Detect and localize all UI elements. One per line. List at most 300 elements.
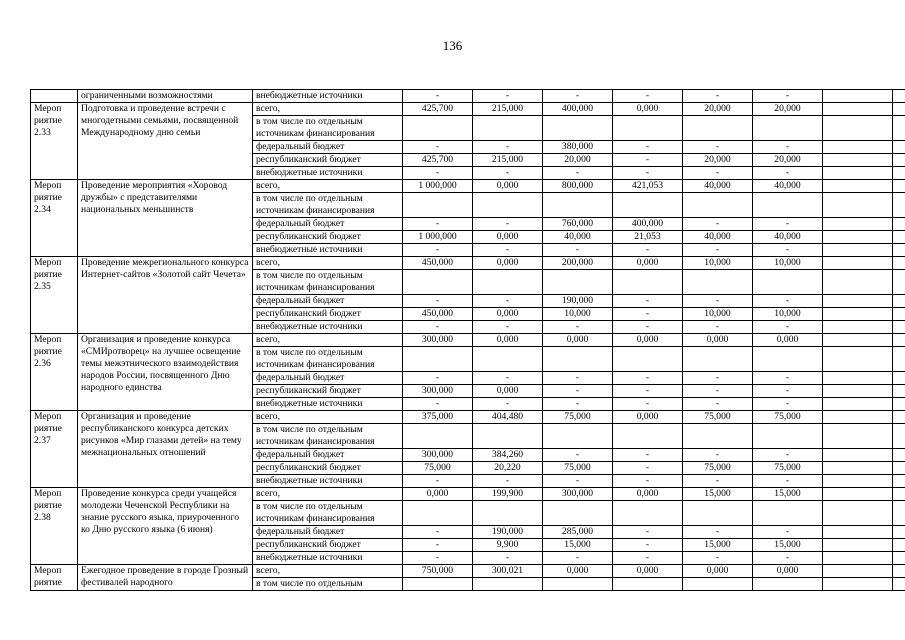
empty-cell [893, 90, 905, 103]
value-cell: - [613, 475, 683, 488]
value-cell: - [683, 385, 753, 398]
value-cell: 199,900 [473, 488, 543, 501]
value-cell: - [403, 539, 473, 552]
value-cell: - [753, 244, 823, 257]
empty-cell [823, 398, 893, 411]
value-cell [753, 193, 823, 218]
empty-cell [823, 449, 893, 462]
value-cell: 450,000 [403, 257, 473, 270]
value-cell: - [683, 475, 753, 488]
empty-cell [893, 295, 905, 308]
event-name-cell: Проведение конкурса среди учащейся молодежи Чеченской Республики на знание русского языка, приуроченного ко Дню русского языка (6 июня) [78, 488, 253, 565]
value-cell: 0,000 [473, 385, 543, 398]
source-cell: всего, [253, 103, 403, 116]
empty-cell [893, 257, 905, 270]
value-cell: 300,021 [473, 565, 543, 578]
value-cell: - [403, 218, 473, 231]
value-cell [543, 578, 613, 591]
table-row [31, 565, 905, 578]
value-cell: 75,000 [543, 411, 613, 424]
value-cell: 0,000 [753, 565, 823, 578]
empty-cell [893, 154, 905, 167]
event-label-cell: Мероп риятие 2.38 [31, 488, 78, 565]
value-cell: - [613, 295, 683, 308]
source-cell: всего, [253, 334, 403, 347]
value-cell: 40,000 [753, 231, 823, 244]
value-cell: 20,000 [683, 154, 753, 167]
value-cell: - [753, 321, 823, 334]
value-cell: - [613, 372, 683, 385]
value-cell: - [613, 244, 683, 257]
empty-cell [823, 308, 893, 321]
empty-cell [893, 411, 905, 424]
value-cell: - [473, 218, 543, 231]
table-row [31, 334, 905, 347]
source-cell: всего, [253, 565, 403, 578]
empty-cell [823, 578, 893, 591]
value-cell: 400,000 [543, 103, 613, 116]
value-cell: 75,000 [753, 411, 823, 424]
value-cell: 15,000 [543, 539, 613, 552]
value-cell [613, 501, 683, 526]
value-cell: 0,000 [613, 257, 683, 270]
value-cell: - [683, 552, 753, 565]
value-cell: - [613, 90, 683, 103]
value-cell: - [473, 398, 543, 411]
value-cell [683, 270, 753, 295]
source-cell: республиканский бюджет [253, 154, 403, 167]
value-cell: 15,000 [683, 488, 753, 501]
value-cell: 10,000 [753, 257, 823, 270]
value-cell: - [683, 167, 753, 180]
value-cell: - [753, 90, 823, 103]
empty-cell [823, 321, 893, 334]
source-cell: республиканский бюджет [253, 539, 403, 552]
value-cell: - [683, 218, 753, 231]
value-cell: 760,000 [543, 218, 613, 231]
value-cell [543, 270, 613, 295]
source-cell: внебюджетные источники [253, 321, 403, 334]
value-cell [473, 116, 543, 141]
value-cell [753, 347, 823, 372]
value-cell: 0,000 [613, 488, 683, 501]
empty-cell [823, 193, 893, 218]
value-cell: - [473, 244, 543, 257]
empty-cell [893, 180, 905, 193]
value-cell: 300,000 [543, 488, 613, 501]
value-cell: 404,480 [473, 411, 543, 424]
value-cell: 300,000 [403, 334, 473, 347]
value-cell [403, 193, 473, 218]
value-cell: 75,000 [683, 462, 753, 475]
empty-cell [893, 462, 905, 475]
value-cell [613, 116, 683, 141]
empty-cell [823, 103, 893, 116]
source-cell: в том числе по отдельным источникам финансирования [253, 116, 403, 141]
empty-cell [823, 462, 893, 475]
value-cell: - [403, 141, 473, 154]
value-cell [683, 501, 753, 526]
empty-cell [823, 475, 893, 488]
table-row [31, 180, 905, 193]
value-cell: 10,000 [543, 308, 613, 321]
table-row [31, 257, 905, 270]
value-cell: 1 000,000 [403, 231, 473, 244]
empty-cell [823, 116, 893, 141]
label-cell [31, 90, 78, 103]
event-label-cell: Мероп риятие [31, 565, 78, 591]
empty-cell [893, 167, 905, 180]
event-label-cell: Мероп риятие 2.34 [31, 180, 78, 257]
empty-cell [893, 372, 905, 385]
empty-cell [823, 424, 893, 449]
value-cell: - [473, 372, 543, 385]
empty-cell [893, 141, 905, 154]
value-cell: - [473, 141, 543, 154]
value-cell [753, 578, 823, 591]
value-cell: - [753, 372, 823, 385]
value-cell: 215,000 [473, 154, 543, 167]
source-cell: республиканский бюджет [253, 385, 403, 398]
value-cell: 15,000 [683, 539, 753, 552]
value-cell: - [473, 321, 543, 334]
value-cell: 285,000 [543, 526, 613, 539]
value-cell [403, 116, 473, 141]
table-row [31, 411, 905, 424]
value-cell [753, 270, 823, 295]
value-cell [473, 424, 543, 449]
value-cell: - [543, 167, 613, 180]
value-cell [403, 424, 473, 449]
source-cell: всего, [253, 257, 403, 270]
source-cell: федеральный бюджет [253, 218, 403, 231]
value-cell: 1 000,000 [403, 180, 473, 193]
value-cell: - [543, 475, 613, 488]
empty-cell [893, 116, 905, 141]
empty-cell [893, 193, 905, 218]
source-cell: в том числе по отдельным источникам финансирования [253, 347, 403, 372]
page-number: 136 [442, 38, 463, 53]
empty-cell [893, 103, 905, 116]
event-label-cell: Мероп риятие 2.36 [31, 334, 78, 411]
source-cell: федеральный бюджет [253, 449, 403, 462]
value-cell: - [543, 552, 613, 565]
source-cell: внебюджетные источники [253, 475, 403, 488]
value-cell: 0,000 [473, 334, 543, 347]
empty-cell [823, 552, 893, 565]
source-cell: внебюджетные источники [253, 90, 403, 103]
source-cell: внебюджетные источники [253, 244, 403, 257]
value-cell: - [683, 398, 753, 411]
empty-cell [823, 90, 893, 103]
empty-cell [823, 565, 893, 578]
value-cell: - [473, 295, 543, 308]
value-cell: - [543, 398, 613, 411]
empty-cell [823, 295, 893, 308]
source-cell: всего, [253, 180, 403, 193]
empty-cell [823, 488, 893, 501]
value-cell: - [473, 475, 543, 488]
value-cell: - [403, 398, 473, 411]
empty-cell [893, 321, 905, 334]
event-label-cell: Мероп риятие 2.37 [31, 411, 78, 488]
event-label-cell: Мероп риятие 2.33 [31, 103, 78, 180]
empty-cell [823, 141, 893, 154]
source-cell: в том числе по отдельным [253, 578, 403, 591]
value-cell: 0,000 [613, 334, 683, 347]
value-cell: 0,000 [613, 103, 683, 116]
value-cell: - [403, 90, 473, 103]
empty-cell [823, 218, 893, 231]
empty-cell [823, 385, 893, 398]
value-cell [473, 270, 543, 295]
value-cell: 375,000 [403, 411, 473, 424]
empty-cell [823, 244, 893, 257]
value-cell: - [613, 539, 683, 552]
table-row [31, 488, 905, 501]
empty-cell [893, 424, 905, 449]
value-cell [403, 270, 473, 295]
value-cell: - [403, 372, 473, 385]
empty-cell [893, 308, 905, 321]
value-cell: - [473, 90, 543, 103]
empty-cell [893, 501, 905, 526]
value-cell [753, 116, 823, 141]
source-cell: внебюджетные источники [253, 398, 403, 411]
value-cell: - [613, 308, 683, 321]
value-cell: - [543, 321, 613, 334]
value-cell [473, 347, 543, 372]
value-cell: - [683, 295, 753, 308]
value-cell: 215,000 [473, 103, 543, 116]
empty-cell [823, 154, 893, 167]
value-cell: - [613, 552, 683, 565]
value-cell [683, 578, 753, 591]
value-cell: - [543, 449, 613, 462]
value-cell: - [683, 321, 753, 334]
value-cell: 0,000 [403, 488, 473, 501]
value-cell: 380,000 [543, 141, 613, 154]
value-cell: 421,053 [613, 180, 683, 193]
empty-cell [893, 526, 905, 539]
value-cell: 0,000 [753, 334, 823, 347]
value-cell: 75,000 [403, 462, 473, 475]
value-cell: 40,000 [753, 180, 823, 193]
source-cell: в том числе по отдельным источникам финансирования [253, 270, 403, 295]
value-cell: 20,000 [753, 154, 823, 167]
event-label-cell: Мероп риятие 2.35 [31, 257, 78, 334]
value-cell [543, 193, 613, 218]
value-cell: 75,000 [683, 411, 753, 424]
source-cell: всего, [253, 488, 403, 501]
value-cell: 0,000 [683, 565, 753, 578]
value-cell: 10,000 [753, 308, 823, 321]
empty-cell [893, 347, 905, 372]
value-cell: - [613, 449, 683, 462]
empty-cell [823, 270, 893, 295]
empty-cell [823, 372, 893, 385]
value-cell [543, 424, 613, 449]
value-cell: - [403, 552, 473, 565]
value-cell: 750,000 [403, 565, 473, 578]
empty-cell [823, 501, 893, 526]
value-cell: - [753, 385, 823, 398]
value-cell: - [543, 90, 613, 103]
value-cell: 15,000 [753, 539, 823, 552]
empty-cell [893, 385, 905, 398]
empty-cell [823, 539, 893, 552]
value-cell: - [613, 462, 683, 475]
source-cell: федеральный бюджет [253, 295, 403, 308]
value-cell: 20,220 [473, 462, 543, 475]
value-cell: - [613, 321, 683, 334]
empty-cell [823, 334, 893, 347]
source-cell: внебюджетные источники [253, 167, 403, 180]
value-cell: - [753, 218, 823, 231]
value-cell: 0,000 [473, 308, 543, 321]
empty-cell [823, 526, 893, 539]
event-name-cell: Подготовка и проведение встречи с многодетными семьями, посвященной Международному дню семьи [78, 103, 253, 180]
value-cell [613, 578, 683, 591]
value-cell: 300,000 [403, 449, 473, 462]
value-cell: - [683, 90, 753, 103]
source-cell: республиканский бюджет [253, 462, 403, 475]
value-cell [683, 193, 753, 218]
source-cell: республиканский бюджет [253, 308, 403, 321]
value-cell: - [473, 167, 543, 180]
value-cell: - [543, 244, 613, 257]
value-cell: - [403, 167, 473, 180]
value-cell: - [403, 321, 473, 334]
empty-cell [823, 231, 893, 244]
empty-cell [893, 218, 905, 231]
value-cell [683, 116, 753, 141]
value-cell: - [403, 295, 473, 308]
value-cell: 40,000 [543, 231, 613, 244]
source-cell: в том числе по отдельным источникам финансирования [253, 501, 403, 526]
value-cell [613, 424, 683, 449]
empty-cell [823, 180, 893, 193]
value-cell: - [403, 244, 473, 257]
event-name-cell: Организация и проведение республиканского конкурса детских рисунков «Мир глазами детей» на тему межнациональных отношений [78, 411, 253, 488]
value-cell [473, 193, 543, 218]
value-cell: - [753, 526, 823, 539]
value-cell [753, 501, 823, 526]
value-cell [613, 347, 683, 372]
value-cell: 425,700 [403, 154, 473, 167]
event-name-cell: Проведение межрегионального конкурса Интернет-сайтов «Золотой сайт Чечета» [78, 257, 253, 334]
value-cell: - [753, 475, 823, 488]
empty-cell [893, 334, 905, 347]
source-cell: внебюджетные источники [253, 552, 403, 565]
value-cell [403, 501, 473, 526]
empty-cell [893, 398, 905, 411]
financing-table [30, 89, 905, 591]
value-cell [543, 347, 613, 372]
value-cell: 40,000 [683, 180, 753, 193]
value-cell: - [403, 526, 473, 539]
value-cell: 40,000 [683, 231, 753, 244]
empty-cell [893, 231, 905, 244]
empty-cell [893, 565, 905, 578]
value-cell: 75,000 [543, 462, 613, 475]
value-cell: 200,000 [543, 257, 613, 270]
value-cell: 21,053 [613, 231, 683, 244]
value-cell: 20,000 [753, 103, 823, 116]
value-cell: - [683, 526, 753, 539]
value-cell: - [753, 167, 823, 180]
event-name-cell: Ежегодное проведение в городе Грозный фестивалей народного [78, 565, 253, 591]
value-cell: 0,000 [473, 231, 543, 244]
value-cell [543, 116, 613, 141]
source-cell: федеральный бюджет [253, 141, 403, 154]
value-cell [753, 424, 823, 449]
value-cell: - [683, 244, 753, 257]
value-cell: 0,000 [473, 257, 543, 270]
value-cell: - [473, 552, 543, 565]
value-cell [403, 578, 473, 591]
table-row [31, 90, 905, 103]
value-cell [613, 270, 683, 295]
value-cell: 10,000 [683, 257, 753, 270]
table-row [31, 103, 905, 116]
empty-cell [893, 270, 905, 295]
value-cell: 384,260 [473, 449, 543, 462]
empty-cell [823, 167, 893, 180]
value-cell [613, 193, 683, 218]
value-cell: - [403, 475, 473, 488]
value-cell: 0,000 [543, 565, 613, 578]
value-cell: 9,900 [473, 539, 543, 552]
source-cell: федеральный бюджет [253, 372, 403, 385]
value-cell: 400,000 [613, 218, 683, 231]
value-cell [403, 347, 473, 372]
empty-cell [893, 539, 905, 552]
value-cell [473, 501, 543, 526]
value-cell: - [613, 141, 683, 154]
value-cell: 450,000 [403, 308, 473, 321]
value-cell: 0,000 [613, 565, 683, 578]
value-cell: 20,000 [683, 103, 753, 116]
empty-cell [823, 411, 893, 424]
value-cell: 0,000 [683, 334, 753, 347]
source-cell: в том числе по отдельным источникам финансирования [253, 424, 403, 449]
value-cell: 10,000 [683, 308, 753, 321]
value-cell: - [753, 295, 823, 308]
value-cell: - [613, 385, 683, 398]
value-cell: 425,700 [403, 103, 473, 116]
value-cell: - [543, 372, 613, 385]
value-cell: 15,000 [753, 488, 823, 501]
value-cell: 800,000 [543, 180, 613, 193]
value-cell: - [753, 141, 823, 154]
value-cell: - [613, 167, 683, 180]
empty-cell [893, 488, 905, 501]
value-cell: 75,000 [753, 462, 823, 475]
value-cell [683, 424, 753, 449]
value-cell: - [753, 552, 823, 565]
source-cell: всего, [253, 411, 403, 424]
name-cell: ограниченными возможностями [78, 90, 253, 103]
value-cell: - [753, 449, 823, 462]
value-cell: - [613, 526, 683, 539]
value-cell: 190,000 [543, 295, 613, 308]
value-cell: 0,000 [473, 180, 543, 193]
value-cell: 20,000 [543, 154, 613, 167]
empty-cell [893, 244, 905, 257]
value-cell: - [613, 398, 683, 411]
event-name-cell: Организация и проведение конкурса «СМИротворец» на лучшее освещение темы межэтнического взаимодействия народов России, посвященного Дню народного единства [78, 334, 253, 411]
